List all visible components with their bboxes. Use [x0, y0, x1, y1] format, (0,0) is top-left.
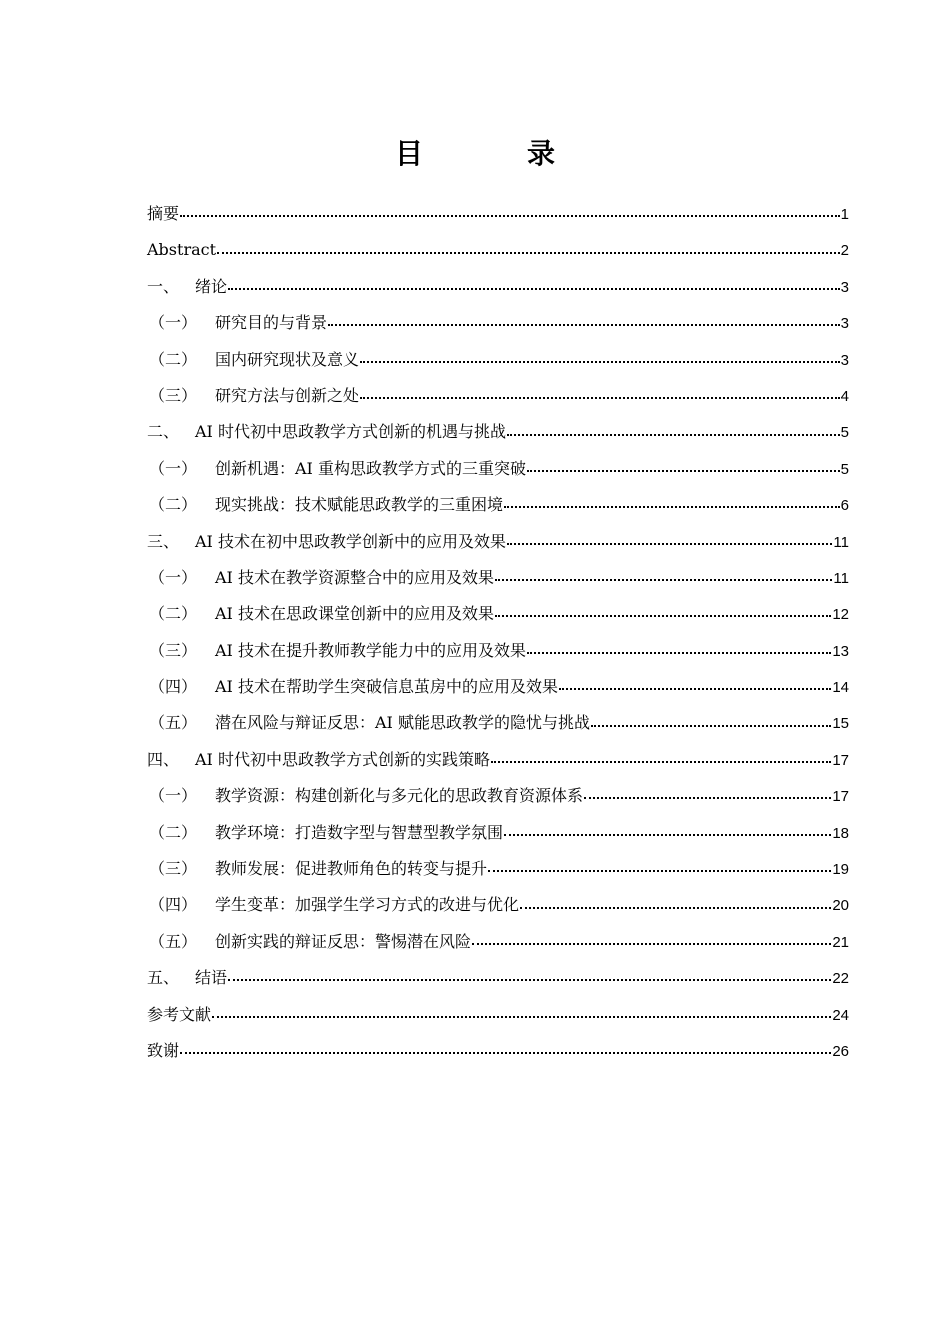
dot-leader: [504, 497, 840, 513]
toc-entry-label: AI 技术在教学资源整合中的应用及效果: [215, 567, 494, 587]
toc-page-number: 5: [840, 460, 849, 478]
toc-entry-label: 学生变革：加强学生学习方式的改进与优化: [215, 895, 520, 915]
toc-entry-number: （二）: [149, 604, 198, 624]
toc-entry[interactable]: [147, 451, 849, 487]
toc-entry-number: （四）: [149, 677, 198, 697]
toc-entry[interactable]: [147, 487, 849, 523]
toc-entry-number: 一、: [147, 276, 180, 296]
toc-entry[interactable]: [147, 669, 849, 705]
toc-entry-label: AI 时代初中思政教学方式创新的机遇与挑战: [195, 422, 506, 442]
toc-entry-label: AI 技术在提升教师教学能力中的应用及效果: [215, 640, 526, 660]
dot-leader: [180, 206, 840, 222]
toc-page-number: 11: [833, 569, 849, 587]
toc-entry-number: 五、: [147, 968, 180, 988]
toc-entry-number: （五）: [149, 931, 198, 951]
toc-entry[interactable]: [147, 997, 849, 1033]
toc-page-number: 17: [832, 751, 849, 769]
toc-entry-number: （二）: [149, 495, 198, 515]
toc-page-number: 26: [832, 1042, 849, 1060]
toc-entry[interactable]: [147, 269, 849, 305]
toc-entry-number: （一）: [149, 313, 198, 333]
toc-entry-label: AI 技术在帮助学生突破信息茧房中的应用及效果: [215, 677, 558, 697]
dot-leader: [180, 1043, 831, 1059]
toc-entry-label: 致谢: [147, 1040, 180, 1060]
dot-leader: [591, 716, 831, 732]
toc-entry-label: 教学资源：构建创新化与多元化的思政教育资源体系: [215, 786, 584, 806]
toc-entry[interactable]: [147, 851, 849, 887]
dot-leader: [217, 243, 840, 259]
toc-entry[interactable]: [147, 1033, 849, 1069]
toc-page-number: 22: [832, 970, 849, 988]
toc-page-number: 18: [832, 824, 849, 842]
toc-entry[interactable]: [147, 778, 849, 814]
dot-leader: [495, 606, 831, 622]
toc-page-number: 11: [833, 533, 849, 551]
toc-entry[interactable]: [147, 633, 849, 669]
toc-page-number: 14: [832, 679, 849, 697]
dot-leader: [360, 352, 840, 368]
dot-leader: [495, 570, 832, 586]
dot-leader: [504, 825, 831, 841]
toc-page-number: 12: [832, 606, 849, 624]
dot-leader: [527, 643, 831, 659]
toc-entry[interactable]: [147, 378, 849, 414]
toc-entry[interactable]: [147, 414, 849, 450]
toc-entry-label: AI 时代初中思政教学方式创新的实践策略: [195, 749, 490, 769]
toc-entry-number: （三）: [149, 859, 198, 879]
dot-leader: [360, 388, 840, 404]
toc-page-number: 20: [832, 897, 849, 915]
toc-entry-label: 潜在风险与辩证反思：AI 赋能思政教学的隐忧与挑战: [215, 713, 590, 733]
dot-leader: [507, 534, 832, 550]
dot-leader: [491, 752, 831, 768]
toc-entry-number: （四）: [149, 895, 198, 915]
toc-entry-label: Abstract: [147, 240, 217, 260]
toc-entry[interactable]: [147, 887, 849, 923]
toc-entry[interactable]: [147, 705, 849, 741]
dot-leader: [228, 279, 840, 295]
toc-page-number: 5: [840, 424, 849, 442]
toc-entry-label: 教师发展：促进教师角色的转变与提升: [215, 859, 488, 879]
toc-entry-number: （三）: [149, 640, 198, 660]
dot-leader: [584, 788, 831, 804]
dot-leader: [507, 425, 840, 441]
toc-entry[interactable]: [147, 342, 849, 378]
toc-entry-number: 二、: [147, 422, 180, 442]
toc-entry-label: 国内研究现状及意义: [215, 349, 360, 369]
toc-entry-number: （二）: [149, 822, 198, 842]
toc-page-number: 6: [840, 497, 849, 515]
dot-leader: [212, 1007, 831, 1023]
toc-entry-number: 四、: [147, 749, 180, 769]
toc-page-number: 3: [840, 315, 849, 333]
dot-leader: [527, 461, 840, 477]
toc-page-number: 3: [840, 278, 849, 296]
toc-title: 目 录: [394, 137, 593, 170]
toc-entry[interactable]: [147, 196, 849, 232]
toc-entry[interactable]: [147, 232, 849, 268]
toc-entry-label: 绪论: [195, 276, 228, 296]
toc-entry[interactable]: [147, 742, 849, 778]
toc-entry[interactable]: [147, 305, 849, 341]
dot-leader: [472, 934, 831, 950]
toc-entry-label: AI 技术在思政课堂创新中的应用及效果: [215, 604, 494, 624]
toc-page-number: 1: [840, 206, 849, 223]
toc-entry-label: 创新实践的辩证反思：警惕潜在风险: [215, 931, 472, 951]
toc-entry-label: 摘要: [147, 204, 180, 223]
toc-entry-label: 结语: [195, 968, 228, 988]
toc-entry-number: （一）: [149, 458, 198, 478]
dot-leader: [559, 679, 831, 695]
toc-entry[interactable]: [147, 560, 849, 596]
toc-entry-label: AI 技术在初中思政教学创新中的应用及效果: [195, 531, 506, 551]
toc-entry-number: （三）: [149, 385, 198, 405]
toc-page-number: 17: [832, 788, 849, 806]
dot-leader: [520, 898, 831, 914]
toc-page-number: 2: [840, 242, 849, 260]
dot-leader: [228, 970, 831, 986]
toc-entry[interactable]: [147, 960, 849, 996]
toc-entry-number: 三、: [147, 531, 180, 551]
toc-entry[interactable]: [147, 596, 849, 632]
dot-leader: [328, 315, 840, 331]
toc-page-number: 19: [832, 861, 849, 879]
toc-entry-label: 研究目的与背景: [215, 313, 328, 333]
toc-entry-number: （二）: [149, 349, 198, 369]
toc-page-number: 4: [840, 387, 849, 405]
dot-leader: [488, 861, 831, 877]
toc-entry-number: （一）: [149, 567, 198, 587]
toc-entry-number: （一）: [149, 786, 198, 806]
toc-entry-label: 创新机遇：AI 重构思政教学方式的三重突破: [215, 458, 526, 478]
toc-page-number: 21: [832, 933, 849, 951]
toc-page-number: 3: [840, 351, 849, 369]
toc-entry-label: 参考文献: [147, 1004, 212, 1024]
toc-entry-label: 研究方法与创新之处: [215, 385, 360, 405]
toc-entry[interactable]: [147, 815, 849, 851]
toc-page-number: 13: [832, 642, 849, 660]
toc-page-number: 15: [832, 715, 849, 733]
toc-entry-label: 现实挑战：技术赋能思政教学的三重困境: [215, 495, 504, 515]
toc-page-number: 24: [832, 1006, 849, 1024]
toc-entry[interactable]: [147, 524, 849, 560]
toc-entry-number: （五）: [149, 713, 198, 733]
toc-entry[interactable]: [147, 924, 849, 960]
toc-list: [147, 196, 849, 1069]
toc-entry-label: 教学环境：打造数字型与智慧型教学氛围: [215, 822, 504, 842]
